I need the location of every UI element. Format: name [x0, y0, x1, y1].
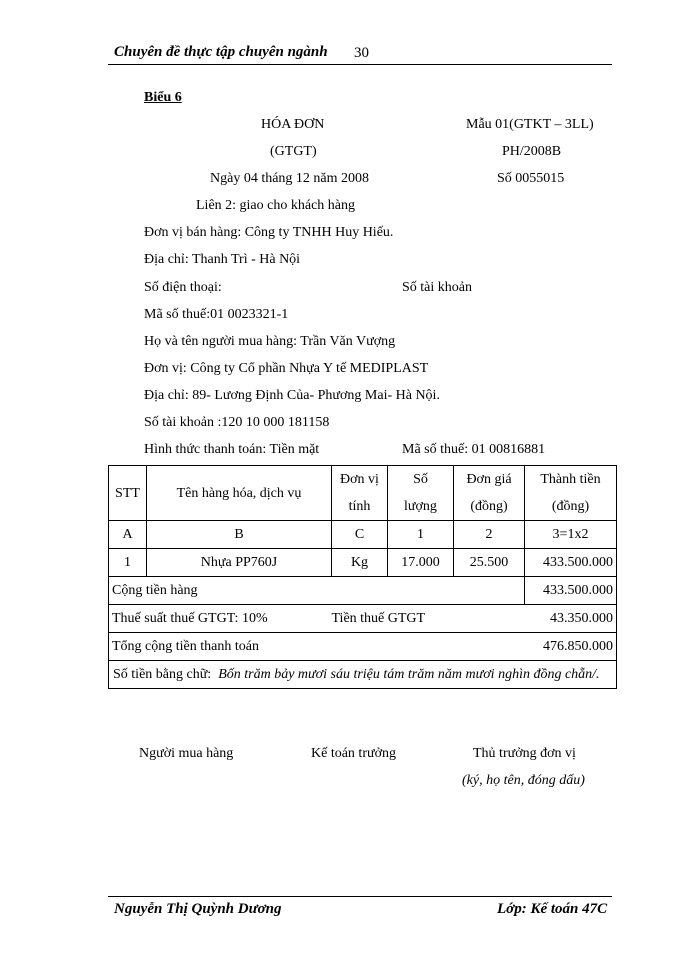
vat-amount-value: 43.350.000 — [525, 605, 617, 633]
total-label: Tổng cộng tiền thanh toán — [109, 633, 525, 661]
subtotal-row — [109, 577, 617, 605]
col-amount — [525, 466, 617, 521]
doc-label: Biểu 6 — [144, 90, 182, 105]
col-unit — [332, 466, 388, 521]
signature-note: (ký, họ tên, đóng dấu) — [462, 773, 585, 788]
table-header-row — [109, 466, 617, 521]
col-qty-line1: Số — [413, 472, 428, 487]
col-amount-line2: (đồng) — [551, 499, 590, 514]
invoice-subtitle: (GTGT) — [270, 144, 317, 159]
col-unit-line1: Đơn vị — [340, 472, 379, 487]
header-title: Chuyên đề thực tập chuyên ngành — [114, 44, 328, 60]
col-amount-line1: Thành tiền — [540, 472, 601, 487]
col-price-line1: Đơn giá — [466, 472, 512, 487]
row-amount: 433.500.000 — [525, 549, 617, 577]
invoice-date: Ngày 04 tháng 12 năm 2008 — [210, 171, 370, 186]
invoice-number: Số 0055015 — [497, 171, 565, 186]
code-unit: C — [332, 521, 388, 549]
seller-phone: Số điện thoại: — [144, 280, 222, 295]
total-row — [109, 633, 617, 661]
amount-in-words — [109, 661, 617, 689]
code-stt: A — [109, 521, 147, 549]
col-price — [454, 466, 525, 521]
code-amount: 3=1x2 — [525, 521, 617, 549]
signature-buyer: Người mua hàng — [139, 746, 234, 761]
buyer-address: Địa chỉ: 89- Lương Định Của- Phương Mai- Hà Nội. — [144, 388, 440, 403]
vat-row — [109, 605, 617, 633]
payment-method: Hình thức thanh toán: Tiền mặt — [144, 442, 320, 457]
code-price: 2 — [454, 521, 525, 549]
signature-accountant: Kế toán trưởng — [311, 746, 396, 761]
seller-account: Số tài khoản — [402, 280, 472, 295]
subtotal-label: Cộng tiền hàng — [109, 577, 525, 605]
seller-address: Địa chỉ: Thanh Trì - Hà Nội — [144, 252, 301, 267]
footer-class: Lớp: Kế toán 47C — [497, 901, 608, 917]
col-stt: STT — [109, 466, 147, 521]
col-unit-line2: tính — [348, 499, 371, 514]
page-number: 30 — [354, 45, 369, 61]
words-label: Số tiền bằng chữ: — [113, 667, 212, 682]
code-qty: 1 — [388, 521, 454, 549]
col-qty — [388, 466, 454, 521]
invoice-title: HÓA ĐƠN — [261, 117, 325, 132]
code-name: B — [147, 521, 332, 549]
row-qty: 17.000 — [388, 549, 454, 577]
buyer-account: Số tài khoản :120 10 000 181158 — [144, 415, 330, 430]
buyer-tax-code: Mã số thuế: 01 00816881 — [402, 442, 546, 457]
subtotal-value: 433.500.000 — [525, 577, 617, 605]
words-value: Bốn trăm bảy mươi sáu triệu tám trăm năm mươi nghìn đồng chẵn/. — [218, 667, 600, 682]
copy-note: Liên 2: giao cho khách hàng — [196, 198, 356, 213]
buyer-name: Họ và tên người mua hàng: Trần Văn Vượng — [144, 334, 396, 349]
footer-rule — [108, 896, 612, 897]
row-unit: Kg — [332, 549, 388, 577]
row-name: Nhựa PP760J — [147, 549, 332, 577]
table-row — [109, 549, 617, 577]
vat-rate: Thuế suất thuế GTGT: 10% — [109, 605, 332, 633]
vat-amount-label: Tiền thuế GTGT — [332, 605, 525, 633]
total-value: 476.850.000 — [525, 633, 617, 661]
signature-director: Thủ trưởng đơn vị — [473, 746, 576, 761]
form-number: Mẫu 01(GTKT – 3LL) — [466, 117, 594, 132]
seller-tax-code: Mã số thuế:01 0023321-1 — [144, 307, 289, 322]
row-price: 25.500 — [454, 549, 525, 577]
table-code-row — [109, 521, 617, 549]
amount-in-words-row — [109, 661, 617, 689]
seller-name: Đơn vị bán hàng: Công ty TNHH Huy Hiếu. — [144, 225, 394, 240]
header-rule — [108, 64, 612, 65]
buyer-unit: Đơn vị: Công ty Cổ phần Nhựa Y tế MEDIPLAST — [144, 361, 429, 376]
invoice-series: PH/2008B — [502, 144, 562, 159]
invoice-table — [108, 465, 617, 689]
row-stt: 1 — [109, 549, 147, 577]
col-qty-line2: lượng — [404, 499, 437, 514]
col-price-line2: (đồng) — [470, 499, 508, 514]
col-name: Tên hàng hóa, dịch vụ — [147, 466, 332, 521]
footer-author: Nguyễn Thị Quỳnh Dương — [114, 901, 282, 917]
